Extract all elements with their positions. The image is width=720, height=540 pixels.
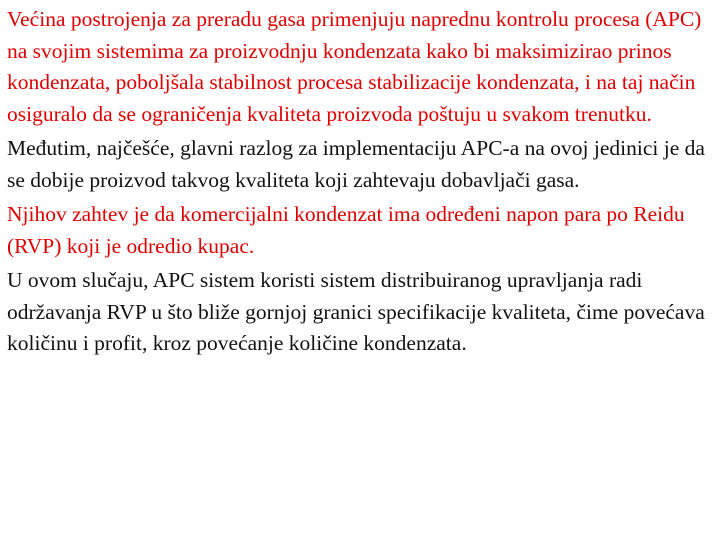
paragraph-main-reason: Međutim, najčešće, glavni razlog za implementaciju APC-a na ovoj jedinici je da se dobije proizvod takvog kvaliteta koji zahtevaju dobavljači gasa. <box>7 136 705 192</box>
paragraph-rvp-requirement: Njihov zahtev je da komercijalni kondenzat ima određeni napon para po Reidu (RVP) koji je odredio kupac. <box>7 202 685 258</box>
paragraph-apc-intro: Većina postrojenja za preradu gasa primenjuju naprednu kontrolu procesa (APC) na svojim sistemima za proizvodnju kondenzata kako bi maksimizirao prinos kondenzata, poboljšala stabilnost procesa stabilizacije kondenzata, i na taj način osiguralo da se ograničenja kvaliteta proizvoda poštuju u svakom trenutku. <box>7 7 702 126</box>
paragraph-apc-dcs: U ovom slučaju, APC sistem koristi sistem distribuiranog upravljanja radi održavanja RVP u što bliže gornjoj granici specifikacije kvaliteta, čime povećava količinu i profit, kroz povećanje količine kondenzata. <box>7 268 705 355</box>
slide-body <box>7 4 713 363</box>
